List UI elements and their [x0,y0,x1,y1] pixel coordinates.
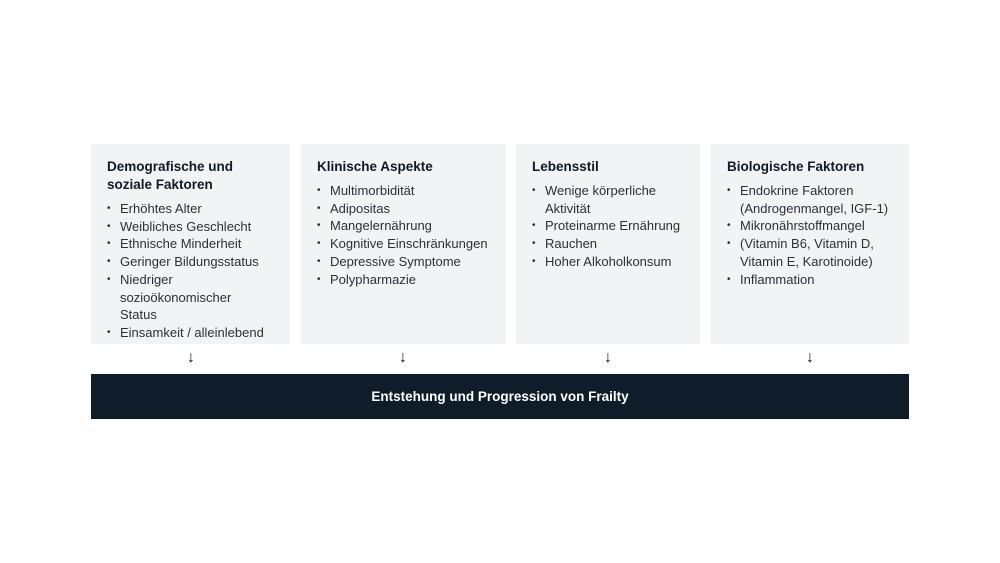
box-title: Biologische Faktoren [727,159,865,174]
list-item: • Einsamkeit / alleinlebend [107,324,276,342]
list-item: • Depressive Symptome [317,253,492,271]
factor-list [107,200,276,342]
box-title: Klinische Aspekte [317,159,433,174]
list-item: • (Vitamin B6, Vitamin D, Vitamin E, Karotinoide) [727,235,895,270]
list-item: • Wenige körperliche Aktivität [532,182,686,217]
list-item: • Kognitive Einschränkungen [317,235,492,253]
list-item: • Hoher Alkoholkonsum [532,253,686,271]
factor-box-biological [711,144,909,344]
factor-box-clinical [301,144,506,344]
down-arrow-icon: ↓ [399,349,407,366]
outcome-bar [91,374,909,419]
list-item: • Weibliches Geschlecht [107,218,276,236]
factor-box-demographic [91,144,290,344]
list-item: • Erhöhtes Alter [107,200,276,218]
box-title: Lebensstil [532,159,599,174]
list-item: • Multimorbidität [317,182,492,200]
list-item: • Geringer Bildungsstatus [107,253,276,271]
list-item: • Ethnische Minderheit [107,235,276,253]
list-item: • Adipositas [317,200,492,218]
box-title: Demografische und soziale Faktoren [107,159,234,192]
list-item: • Niedriger sozioökonomischer Status [107,271,276,324]
list-item: • Rauchen [532,235,686,253]
outcome-label: Entstehung und Progression von Frailty [371,389,629,404]
down-arrow-icon: ↓ [806,349,814,366]
down-arrow-icon: ↓ [187,349,195,366]
list-item: • Endokrine Faktoren (Androgenmangel, IGF-1) [727,182,895,217]
factor-box-lifestyle [516,144,700,344]
list-item: • Mangelernährung [317,217,492,235]
down-arrow-icon: ↓ [604,349,612,366]
factor-list [317,182,492,288]
list-item: • Polypharmazie [317,271,492,289]
list-item: • Mikronährstoffmangel [727,217,895,235]
factor-list [727,182,895,288]
list-item: • Inflammation [727,271,895,289]
list-item: • Proteinarme Ernährung [532,217,686,235]
factor-list [532,182,686,271]
